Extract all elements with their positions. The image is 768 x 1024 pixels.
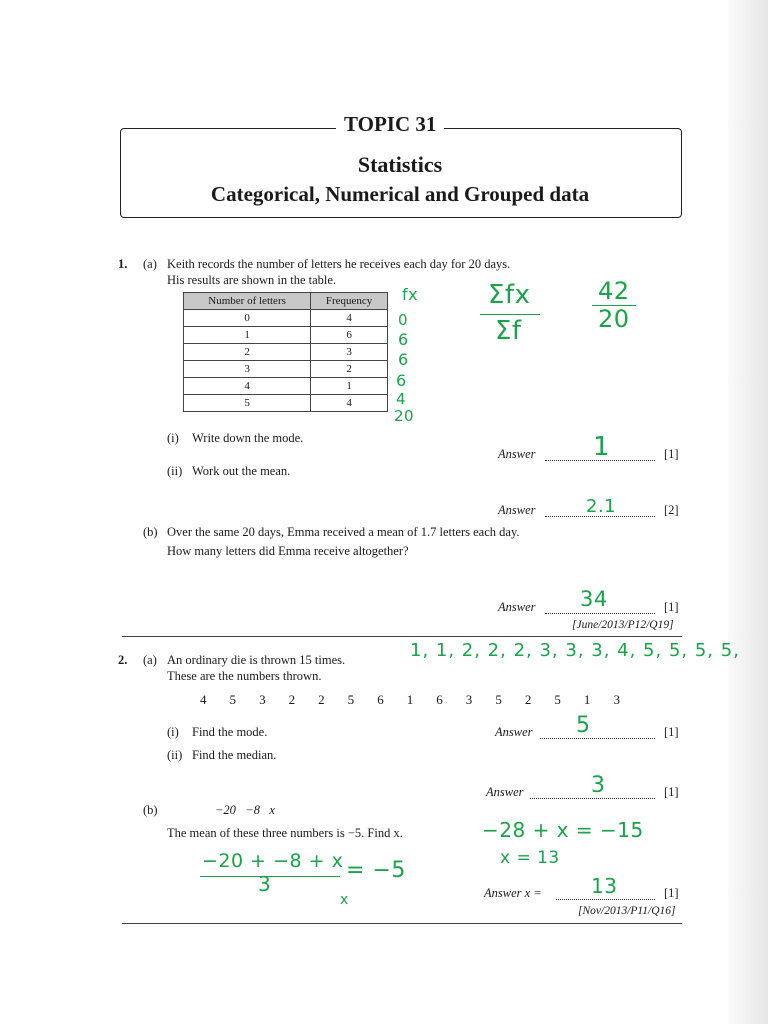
q2a-line1: An ordinary die is thrown 15 times. xyxy=(167,653,346,667)
q1a-line1: Keith records the number of letters he receives each day for 20 days. xyxy=(167,257,511,271)
marks: [1] xyxy=(664,725,679,739)
hw-fraction-top: 42 xyxy=(598,277,630,305)
hw-fraction-work-top: −20 + −8 + x xyxy=(202,850,344,872)
marks: [1] xyxy=(664,886,679,900)
q2i-text: Find the mode. xyxy=(192,725,268,739)
die-number: 2 xyxy=(288,692,296,707)
hw-equals-work: = −5 xyxy=(346,858,406,883)
q1i-text: Write down the mode. xyxy=(192,431,304,445)
table-cell: 6 xyxy=(311,327,388,344)
topic-number: TOPIC 31 xyxy=(336,112,444,137)
table-cell: 1 xyxy=(184,327,311,344)
q1-number: 1. xyxy=(118,257,128,271)
hw-fx-value: 6 xyxy=(398,350,409,369)
answer-label: Answer xyxy=(486,785,524,799)
q2i-label: (i) xyxy=(167,725,179,739)
die-number: 3 xyxy=(465,692,473,707)
source-reference: [June/2013/P12/Q19] xyxy=(572,619,674,631)
hw-fraction-bottom: 20 xyxy=(598,305,630,333)
hw-formula-top: Σfx xyxy=(488,280,531,310)
die-number: 1 xyxy=(583,692,591,707)
marks: [1] xyxy=(664,600,679,614)
answer-label: Answer xyxy=(498,503,536,517)
answer-label: Answer xyxy=(498,600,536,614)
source-reference: [Nov/2013/P11/Q16] xyxy=(578,905,676,917)
die-number: 4 xyxy=(200,692,207,707)
q1i-label: (i) xyxy=(167,431,179,445)
hw-fx-value: 6 xyxy=(396,371,407,390)
table-cell: 4 xyxy=(184,378,311,395)
q1a-label: (a) xyxy=(143,257,157,271)
table-cell: 0 xyxy=(184,310,311,327)
die-number: 2 xyxy=(318,692,325,707)
die-number: 5 xyxy=(347,692,355,707)
table-cell: 4 xyxy=(311,310,388,327)
hw-fraction-bar xyxy=(480,314,540,315)
q2-number: 2. xyxy=(118,653,128,667)
hw-answer-mode-q2: 5 xyxy=(576,713,591,738)
q2b-text: The mean of these three numbers is −5. Find x. xyxy=(167,826,403,840)
table-cell: 2 xyxy=(311,361,388,378)
die-number: 1 xyxy=(406,692,414,707)
q1ii-text: Work out the mean. xyxy=(192,464,291,478)
hw-answer-median-q2: 3 xyxy=(591,773,606,798)
table-cell: 3 xyxy=(311,344,388,361)
table-header: Frequency xyxy=(311,293,388,310)
q1ii-label: (ii) xyxy=(167,464,183,478)
hw-sorted-list: 1, 1, 2, 2, 2, 3, 3, 3, 4, 5, 5, 5, 5, xyxy=(410,640,740,661)
topic-subtitle: Categorical, Numerical and Grouped data xyxy=(210,182,590,206)
question-divider xyxy=(122,923,682,924)
table-cell: 2 xyxy=(184,344,311,361)
q1b-line1: Over the same 20 days, Emma received a mean of 1.7 letters each day. xyxy=(167,525,520,539)
table-cell: 5 xyxy=(184,395,311,412)
q1b-label: (b) xyxy=(143,525,158,539)
q2b-label: (b) xyxy=(143,803,158,817)
answer-label: Answer xyxy=(498,447,536,461)
hw-working-line1: −28 + x = −15 xyxy=(482,818,644,842)
marks: [2] xyxy=(664,503,679,517)
hw-fx-header: fx xyxy=(402,285,419,304)
die-number: 2 xyxy=(524,692,532,707)
die-numbers xyxy=(200,692,620,708)
hw-formula-bottom: Σf xyxy=(495,316,522,346)
answer-label: Answer xyxy=(495,725,533,739)
table-row xyxy=(184,361,388,378)
q2ii-text: Find the median. xyxy=(192,748,277,762)
table-cell: 3 xyxy=(184,361,311,378)
die-number: 5 xyxy=(229,692,237,707)
hw-answer-mode-q1: 1 xyxy=(593,432,611,462)
die-number: 6 xyxy=(436,692,443,707)
die-number: 6 xyxy=(377,692,384,707)
table-cell: 4 xyxy=(311,395,388,412)
table-row xyxy=(184,310,388,327)
hw-fx-value: 4 xyxy=(396,390,407,408)
answer-line xyxy=(540,728,655,739)
hw-scribble-x: x xyxy=(340,892,349,908)
q1b-line2: How many letters did Emma receive altogether? xyxy=(167,544,409,558)
marks: [1] xyxy=(664,447,679,461)
hw-fraction-work-bottom: 3 xyxy=(258,872,272,896)
page-edge xyxy=(728,0,768,1024)
q2b-values: −20 −8 x xyxy=(215,803,275,817)
die-number: 5 xyxy=(554,692,561,707)
hw-fx-value: 20 xyxy=(394,407,415,425)
q2a-line2: These are the numbers thrown. xyxy=(167,669,322,683)
table-row xyxy=(184,344,388,361)
marks: [1] xyxy=(664,785,679,799)
table-cell: 1 xyxy=(311,378,388,395)
q2a-label: (a) xyxy=(143,653,157,667)
hw-answer-x: 13 xyxy=(591,874,618,898)
q1a-line2: His results are shown in the table. xyxy=(167,273,337,287)
letters-frequency-table xyxy=(183,292,388,412)
q2ii-label: (ii) xyxy=(167,748,183,762)
hw-answer-mean-q1: 2.1 xyxy=(586,496,617,517)
die-number: 5 xyxy=(495,692,502,707)
topic-title: Statistics xyxy=(357,152,443,177)
table-row xyxy=(184,395,388,412)
table-row xyxy=(184,378,388,395)
hw-working-line2: x = 13 xyxy=(500,848,560,868)
hw-fx-value: 6 xyxy=(398,330,409,349)
hw-fx-value: 0 xyxy=(398,311,409,329)
hw-answer-b-q1: 34 xyxy=(580,587,608,611)
die-number: 3 xyxy=(259,692,266,707)
table-row xyxy=(184,327,388,344)
table-header: Number of letters xyxy=(184,293,311,310)
die-number: 3 xyxy=(613,692,620,707)
answer-x-label: Answer x = xyxy=(484,886,542,900)
question-divider xyxy=(122,636,682,637)
